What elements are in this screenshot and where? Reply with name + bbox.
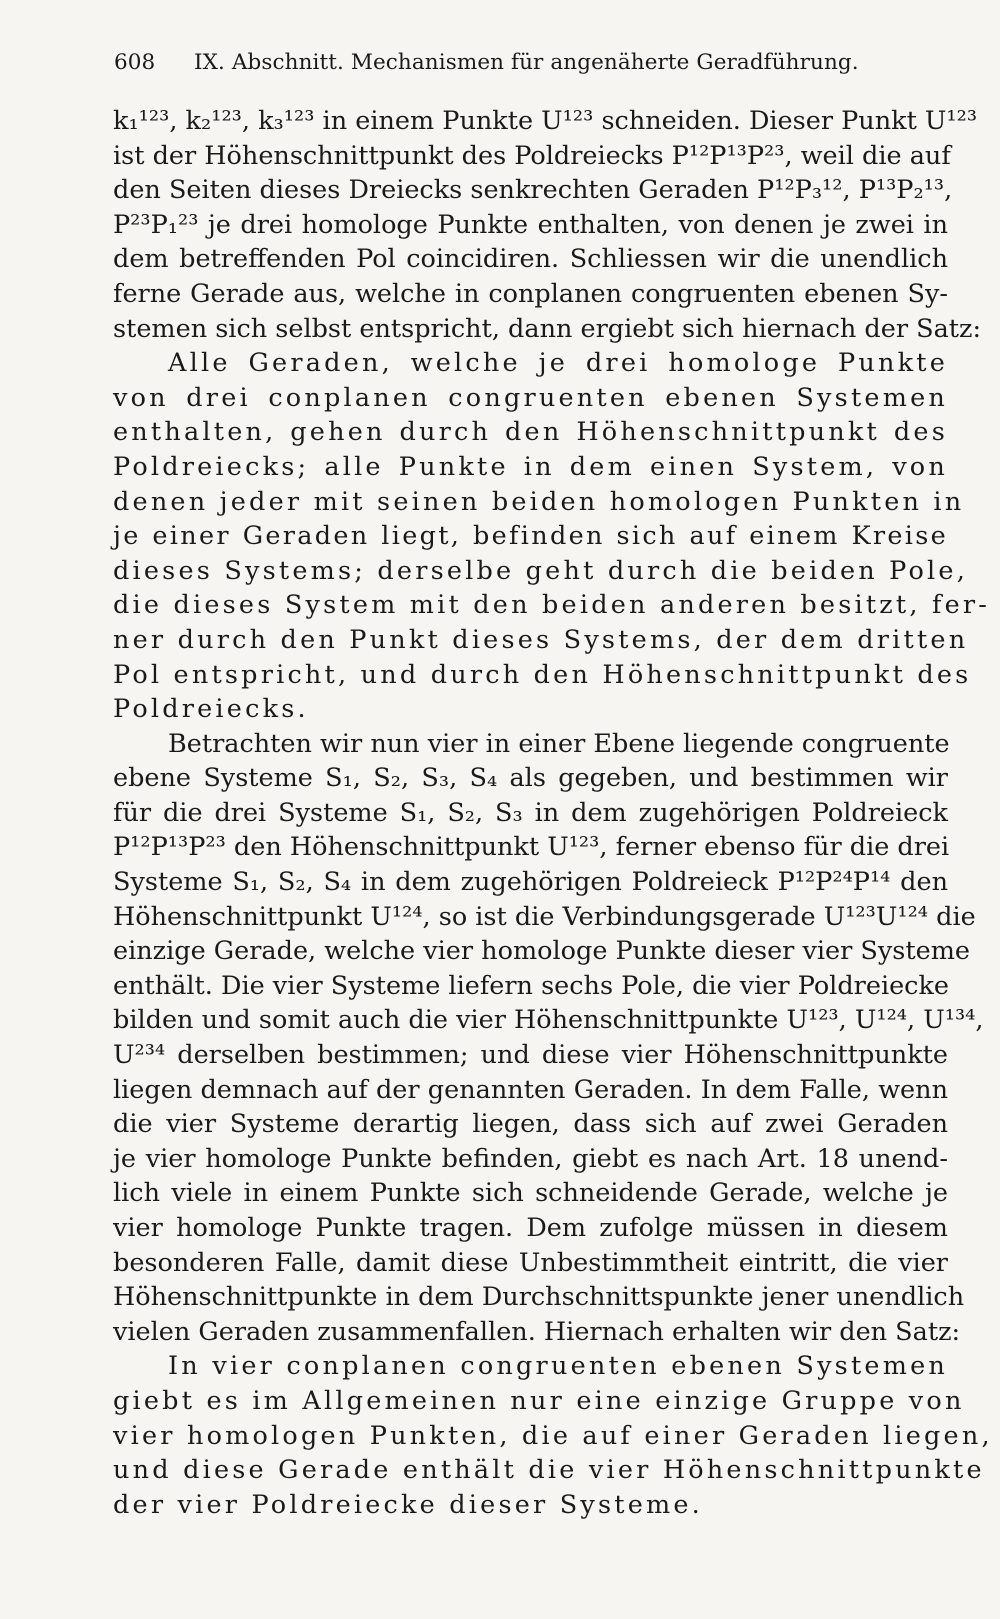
text-line: bilden und somit auch die vier Höhenschnittpunkte U¹²³, U¹²⁴, U¹³⁴, bbox=[113, 1005, 984, 1036]
theorem-line: enthalten, gehen durch den Höhenschnittpunkt des bbox=[113, 417, 948, 448]
text-line: ist der Höhenschnittpunkt des Poldreiecks P¹²P¹³P²³, weil die auf bbox=[113, 140, 951, 171]
text-line: je vier homologe Punkte befinden, giebt es nach Art. 18 unend- bbox=[113, 1143, 948, 1174]
text-line: den Seiten dieses Dreiecks senkrechten Geraden P¹²P₃¹², P¹³P₂¹³, bbox=[113, 175, 953, 206]
text-line: U²³⁴ derselben bestimmen; und diese vier Höhenschnittpunkte bbox=[113, 1040, 948, 1071]
theorem-line: Poldreiecks; alle Punkte in dem einen System, von bbox=[113, 451, 948, 482]
theorem-line: vier homologen Punkten, die auf einer Geraden liegen, bbox=[113, 1420, 993, 1451]
theorem-line: denen jeder mit seinen beiden homologen Punkten in bbox=[113, 486, 965, 517]
theorem-line: Pol entspricht, und durch den Höhenschnittpunkt des bbox=[113, 659, 972, 690]
page-number: 608 bbox=[114, 50, 156, 75]
text-line: enthält. Die vier Systeme liefern sechs Pole, die vier Poldreiecke bbox=[113, 970, 950, 1001]
theorem-line: und diese Gerade enthält die vier Höhenschnittpunkte bbox=[113, 1455, 985, 1486]
text-line: Betrachten wir nun vier in einer Ebene liegende congruente bbox=[168, 728, 950, 759]
theorem-line: je einer Geraden liegt, befinden sich auf einem Kreise bbox=[113, 521, 948, 552]
text-line: einzige Gerade, welche vier homologe Punkte dieser vier Systeme bbox=[113, 936, 970, 967]
text-line: liegen demnach auf der genannten Geraden. In dem Falle, wenn bbox=[113, 1074, 948, 1105]
text-line: dem betreffenden Pol coincidiren. Schliessen wir die unendlich bbox=[113, 244, 948, 275]
running-head bbox=[114, 50, 859, 75]
text-line: besonderen Falle, damit diese Unbestimmtheit eintritt, die vier bbox=[113, 1247, 948, 1278]
theorem-line: giebt es im Allgemeinen nur eine einzige Gruppe von bbox=[113, 1385, 965, 1416]
theorem-line: In vier conplanen congruenten ebenen Systemen bbox=[168, 1351, 948, 1382]
text-line: P²³P₁²³ je drei homologe Punkte enthalten, von denen je zwei in bbox=[113, 209, 948, 240]
theorem-line: der vier Poldreiecke dieser Systeme. bbox=[113, 1489, 703, 1520]
text-line: Höhenschnittpunkt U¹²⁴, so ist die Verbindungsgerade U¹²³U¹²⁴ die bbox=[113, 901, 976, 932]
theorem-line: von drei conplanen congruenten ebenen Systemen bbox=[113, 382, 948, 413]
text-line: vielen Geraden zusammenfallen. Hiernach erhalten wir den Satz: bbox=[113, 1316, 961, 1347]
text-line: die vier Systeme derartig liegen, dass sich auf zwei Geraden bbox=[113, 1109, 948, 1140]
theorem-line: dieses Systems; derselbe geht durch die beiden Pole, bbox=[113, 555, 969, 586]
text-line: Systeme S₁, S₂, S₄ in dem zugehörigen Poldreieck P¹²P²⁴P¹⁴ den bbox=[113, 867, 948, 898]
running-title: IX. Abschnitt. Mechanismen für angenäherte Geradführung. bbox=[194, 50, 859, 75]
theorem-line: Poldreiecks. bbox=[113, 694, 309, 725]
text-line: vier homologe Punkte tragen. Dem zufolge müssen in diesem bbox=[113, 1213, 948, 1243]
text-line: P¹²P¹³P²³ den Höhenschnittpunkt U¹²³, ferner ebenso für die drei bbox=[113, 832, 950, 863]
theorem-line: die dieses System mit den beiden anderen besitzt, fer- bbox=[113, 590, 991, 621]
text-line: für die drei Systeme S₁, S₂, S₃ in dem zugehörigen Poldreieck bbox=[113, 797, 948, 828]
body-text bbox=[113, 104, 993, 1522]
text-line: Höhenschnittpunkte in dem Durchschnittspunkte jener unendlich bbox=[113, 1282, 965, 1313]
theorem-line: Alle Geraden, welche je drei homologe Punkte bbox=[168, 348, 948, 379]
theorem-line: ner durch den Punkt dieses Systems, der dem dritten bbox=[113, 624, 969, 655]
text-line: k₁¹²³, k₂¹²³, k₃¹²³ in einem Punkte U¹²³ schneiden. Dieser Punkt U¹²³ bbox=[113, 106, 978, 136]
text-line: lich viele in einem Punkte sich schneidende Gerade, welche je bbox=[113, 1178, 948, 1209]
text-line: ebene Systeme S₁, S₂, S₃, S₄ als gegeben, und bestimmen wir bbox=[113, 763, 948, 794]
text-line: ferne Gerade aus, welche in conplanen congruenten ebenen Sy- bbox=[113, 278, 948, 309]
text-line: stemen sich selbst entspricht, dann ergiebt sich hiernach der Satz: bbox=[113, 313, 982, 344]
